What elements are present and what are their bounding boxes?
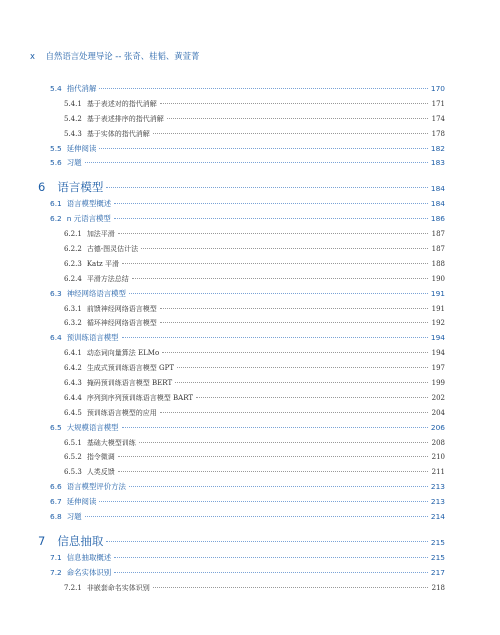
toc-entry-title: 加法平滑 (86, 230, 115, 239)
dot-leader (122, 263, 428, 264)
toc-entry-page: 199 (431, 379, 445, 388)
toc-entry-number: 5.4.2 (64, 114, 82, 123)
toc-entry-page: 190 (431, 274, 445, 283)
toc-entry-chapter[interactable] (38, 534, 445, 554)
toc-entry-section[interactable] (50, 554, 445, 569)
toc-entry-title: 序列到序列预训练语言模型 BART (86, 393, 194, 402)
toc-entry-section[interactable] (50, 290, 445, 305)
toc-entry-page: 217 (430, 567, 445, 577)
toc-entry-title: 循环神经网络语言模型 (86, 319, 157, 328)
toc-entry-page: 215 (430, 537, 445, 547)
toc-entry-title: 古德-图灵估计法 (86, 245, 139, 254)
toc-entry-title: 大规模语言模型 (66, 422, 119, 432)
toc-entry-sub[interactable] (50, 394, 445, 409)
toc-entry-page: 184 (430, 199, 445, 209)
toc-entry-page: 194 (431, 349, 445, 358)
toc-entry-title: 非嵌套命名实体识别 (86, 583, 150, 592)
toc-entry-number: 6.4.1 (64, 349, 82, 358)
toc-entry-sub[interactable] (50, 379, 445, 394)
dot-leader (85, 162, 428, 163)
dot-leader (129, 486, 428, 487)
dot-leader (114, 557, 428, 558)
toc-entry-number: 5.4 (50, 84, 62, 93)
toc-entry-page: 204 (431, 408, 445, 417)
toc-entry-section[interactable] (50, 85, 445, 100)
toc-entry-number: 6.2.4 (64, 274, 82, 283)
toc-entry-number: 6.4.4 (64, 393, 82, 402)
toc-entry-page: 214 (430, 512, 445, 522)
dot-leader (129, 293, 428, 294)
toc-entry-section[interactable] (50, 424, 445, 439)
toc-entry-page: 210 (431, 453, 445, 462)
toc-entry-sub[interactable] (50, 230, 445, 245)
toc-entry-title: 动态词向量算法 ELMo (86, 349, 160, 358)
toc-entry-title: 基于表述排序的指代消解 (86, 114, 164, 123)
toc-entry-section[interactable] (50, 334, 445, 349)
toc-entry-number: 6.3.1 (64, 304, 82, 313)
toc-entry-number: 6.5.3 (64, 468, 82, 477)
toc-entry-title: 延伸阅读 (66, 143, 97, 153)
toc-entry-number: 6.5.2 (64, 453, 82, 462)
dot-leader (177, 367, 428, 368)
toc-entry-number: 7.1 (50, 552, 62, 562)
toc-entry-sub[interactable] (50, 453, 445, 468)
toc-entry-page: 188 (431, 259, 445, 268)
toc-entry-number: 5.6 (50, 158, 62, 168)
toc-entry-title: 人类反馈 (86, 468, 115, 477)
toc-entry-title: 命名实体识别 (66, 567, 112, 577)
toc-entry-number: 6.3 (50, 288, 62, 298)
toc-entry-title: 前馈神经网络语言模型 (86, 304, 157, 313)
dot-leader (99, 88, 428, 89)
page-letter: x (30, 51, 35, 61)
toc-entry-page: 192 (431, 319, 445, 328)
toc-entry-page: 213 (430, 482, 445, 492)
toc-entry-page: 191 (431, 304, 445, 313)
toc-entry-page: 213 (430, 497, 445, 507)
toc-entry-page: 178 (431, 129, 445, 138)
toc-entry-section[interactable] (50, 215, 445, 230)
toc-entry-number: 6.4.5 (64, 408, 82, 417)
dot-leader (118, 233, 428, 234)
toc-entry-sub[interactable] (50, 468, 445, 483)
toc-entry-number: 6.7 (50, 497, 62, 507)
dot-leader (132, 278, 428, 279)
toc-entry-title: 基础大模型训练 (86, 438, 136, 447)
toc-entry-number: 6.4 (50, 333, 62, 343)
dot-leader (141, 248, 428, 249)
toc-entry-number: 6.3.2 (64, 319, 82, 328)
dot-leader (153, 133, 428, 134)
toc-entry-number: 6.2.3 (64, 259, 82, 268)
dot-leader (160, 308, 428, 309)
dot-leader (99, 148, 428, 149)
toc-entry-title: 掩码预训练语言模型 BERT (86, 379, 173, 388)
toc-entry-title: 平滑方法总结 (86, 274, 129, 283)
book-title: 自然语言处理导论 -- 张奇、桂韬、黄萱菁 (45, 51, 200, 61)
dot-leader (167, 118, 428, 119)
toc-entry-page: 208 (431, 438, 445, 447)
toc-entry-number: 6.5.1 (64, 438, 82, 447)
toc-entry-title: 基于表述对的指代消解 (86, 99, 157, 108)
toc-entry-page: 184 (430, 184, 445, 194)
toc-entry-page: 171 (431, 99, 445, 108)
toc-entry-sub[interactable] (50, 349, 445, 364)
toc-entry-section[interactable] (50, 159, 445, 174)
toc-entry-number: 6.2 (50, 214, 62, 224)
toc-entry-title: 生成式预训练语言模型 GPT (86, 364, 175, 373)
toc-entry-title: n 元语言模型 (66, 214, 111, 224)
toc-entry-title: 预训练语言模型 (66, 333, 119, 343)
toc-entry-sub[interactable] (50, 275, 445, 290)
toc-entry-sub[interactable] (50, 439, 445, 454)
toc-entry-page: 215 (430, 552, 445, 562)
toc-entry-title: 语言模型评价方法 (66, 482, 126, 492)
toc-entry-section[interactable] (50, 145, 445, 160)
toc-entry-page: 191 (430, 288, 445, 298)
dot-leader (160, 412, 428, 413)
toc-entry-title: 信息抽取 (57, 533, 104, 548)
toc-entry-number: 6 (38, 180, 46, 195)
toc-entry-sub[interactable] (50, 260, 445, 275)
toc-entry-title: 神经网络语言模型 (66, 288, 126, 298)
toc-entry-number: 6.6 (50, 482, 62, 492)
toc-entry-number: 6.1 (50, 199, 62, 209)
toc-entry-page: 202 (431, 393, 445, 402)
toc-entry-page: 183 (430, 158, 445, 168)
dot-leader (160, 103, 428, 104)
toc-entry-number: 6.5 (50, 422, 62, 432)
toc-entry-title: 延伸阅读 (66, 497, 97, 507)
toc-entry-page: 206 (430, 422, 445, 432)
toc-entry-sub[interactable] (50, 305, 445, 320)
toc-entry-number: 5.4.3 (64, 129, 82, 138)
dot-leader (160, 322, 428, 323)
toc-entry-chapter[interactable] (38, 180, 445, 200)
toc-entry-page: 187 (431, 245, 445, 254)
dot-leader (114, 218, 428, 219)
toc-entry-title: 指代消解 (66, 84, 97, 93)
dot-leader (196, 397, 428, 398)
toc-entry-number: 6.2.1 (64, 230, 82, 239)
toc-entry-sub[interactable] (50, 584, 445, 599)
toc-entry-page: 218 (431, 583, 445, 592)
toc-entry-number: 6.2.2 (64, 245, 82, 254)
toc-entry-sub[interactable] (50, 364, 445, 379)
toc-entry-title: 语言模型概述 (66, 199, 112, 209)
toc-entry-title: 语言模型 (57, 180, 104, 195)
toc-entry-title: 习题 (66, 158, 82, 168)
dot-leader (118, 471, 428, 472)
toc-entry-page: 211 (431, 468, 445, 477)
toc-entry-section[interactable] (50, 569, 445, 584)
toc-entry-number: 6.4.2 (64, 364, 82, 373)
dot-leader (175, 382, 428, 383)
toc-entry-number: 7.2 (50, 567, 62, 577)
dot-leader (118, 456, 428, 457)
toc-entry-title: 信息抽取概述 (66, 552, 112, 562)
toc-entry-title: Katz 平滑 (86, 259, 119, 268)
toc-entry-number: 6.8 (50, 512, 62, 522)
toc-entry-sub[interactable] (50, 245, 445, 260)
toc-entry-page: 174 (431, 114, 445, 123)
toc-entry-page: 182 (430, 143, 445, 153)
dot-leader (122, 427, 428, 428)
toc-entry-section[interactable] (50, 513, 445, 528)
running-header (30, 50, 199, 62)
toc-entry-number: 7.2.1 (64, 583, 82, 592)
dot-leader (153, 587, 428, 588)
dot-leader (162, 352, 428, 353)
dot-leader (139, 442, 428, 443)
toc-entry-section[interactable] (50, 498, 445, 513)
toc-entry-page: 197 (431, 364, 445, 373)
toc-entry-sub[interactable] (50, 409, 445, 424)
toc-entry-sub[interactable] (50, 115, 445, 130)
toc-entry-number: 5.4.1 (64, 99, 82, 108)
toc-entry-title: 指令微调 (86, 453, 115, 462)
toc-entry-page: 194 (430, 333, 445, 343)
dot-leader (85, 516, 428, 517)
toc-entry-number: 5.5 (50, 143, 62, 153)
toc-entry-title: 基于实体的指代消解 (86, 129, 150, 138)
dot-leader (114, 203, 428, 204)
toc-entry-sub[interactable] (50, 100, 445, 115)
table-of-contents (38, 84, 445, 599)
dot-leader (106, 541, 428, 542)
toc-entry-section[interactable] (50, 200, 445, 215)
dot-leader (114, 572, 428, 573)
toc-entry-number: 6.4.3 (64, 379, 82, 388)
toc-entry-sub[interactable] (50, 319, 445, 334)
toc-entry-sub[interactable] (50, 130, 445, 145)
toc-entry-page: 186 (430, 214, 445, 224)
toc-entry-section[interactable] (50, 483, 445, 498)
toc-entry-title: 预训练语言模型的应用 (86, 408, 157, 417)
dot-leader (122, 337, 428, 338)
dot-leader (99, 501, 428, 502)
dot-leader (106, 187, 428, 188)
toc-entry-number: 7 (38, 533, 46, 548)
toc-entry-page: 170 (430, 84, 445, 93)
toc-entry-title: 习题 (66, 512, 82, 522)
toc-entry-page: 187 (431, 230, 445, 239)
